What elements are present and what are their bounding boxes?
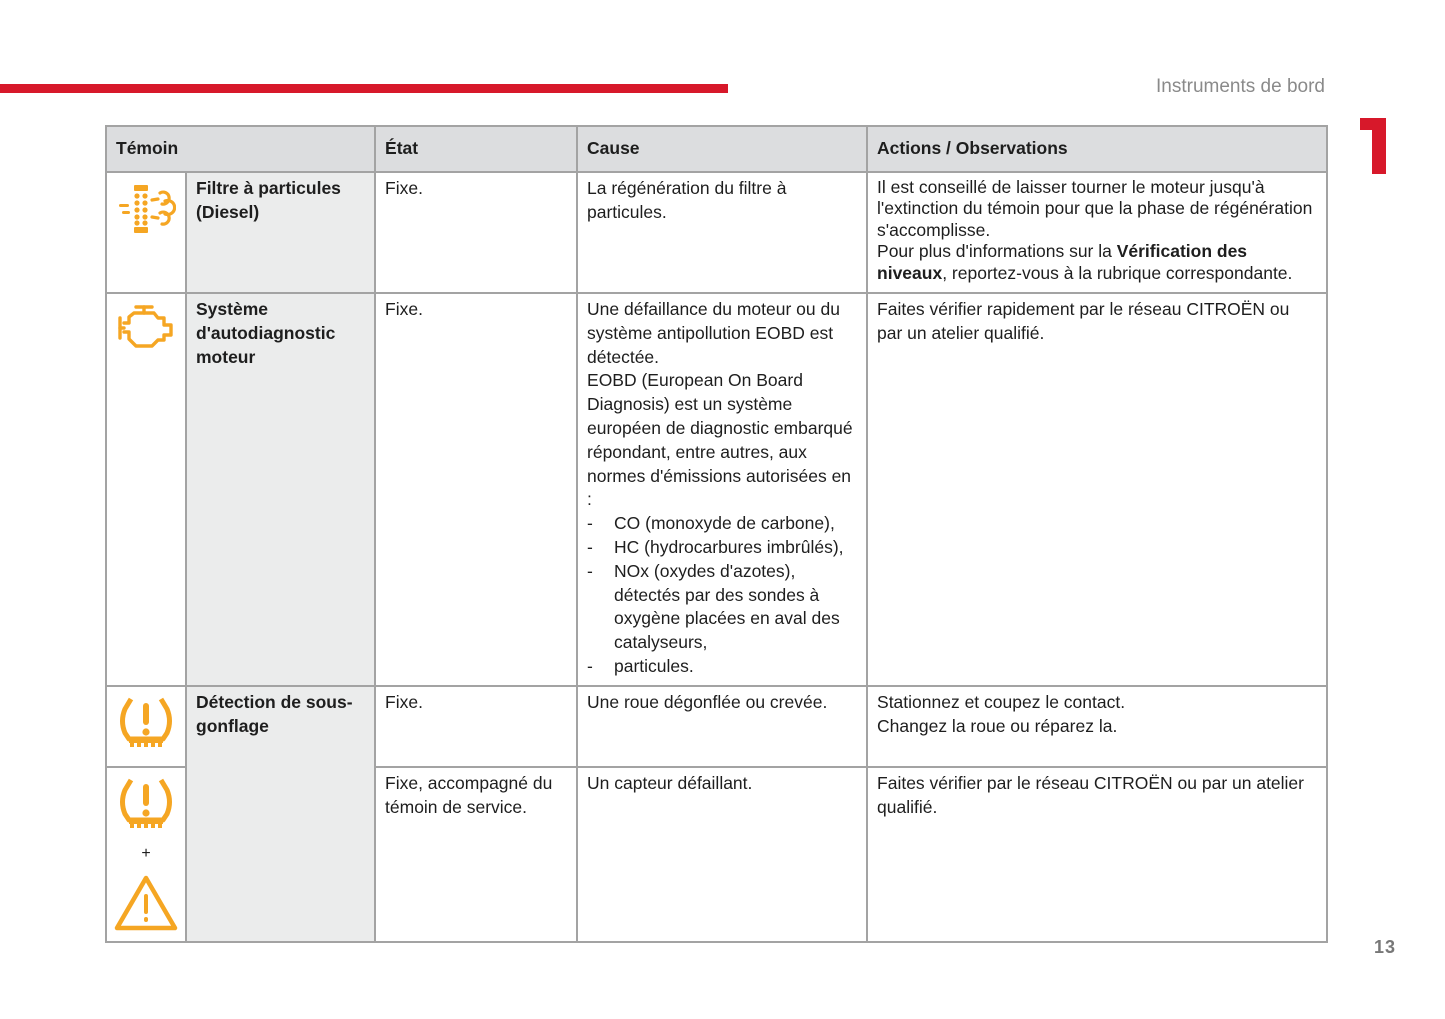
header-actions: Actions / Observations xyxy=(867,126,1327,172)
reference-link-text: Vérification des niveaux xyxy=(877,241,1248,283)
warning-name: Système d'autodiagnostic moteur xyxy=(186,293,375,686)
actions-cell: Faites vérifier rapidement par le réseau CITROËN ou par un atelier qualifié. xyxy=(867,293,1327,686)
cause-cell: Une roue dégonflée ou crevée. xyxy=(577,686,867,767)
etat-cell: Fixe. xyxy=(375,293,577,686)
icon-cell xyxy=(106,293,186,686)
table-row xyxy=(106,686,1327,767)
chapter-number xyxy=(1360,118,1386,174)
plus-sign: + xyxy=(141,844,151,862)
actions-text: Changez la roue ou réparez la. xyxy=(877,715,1118,736)
warning-name: Détection de sous-gonflage xyxy=(186,686,375,942)
header-cause: Cause xyxy=(577,126,867,172)
cause-cell xyxy=(577,293,867,686)
emissions-list xyxy=(587,512,857,679)
list-item: - particules. xyxy=(587,655,857,679)
header-temoin: Témoin xyxy=(106,126,375,172)
etat-cell: Fixe, accompagné du témoin de service. xyxy=(375,767,577,942)
cause-cell: La régénération du filtre à particules. xyxy=(577,172,867,293)
header-red-bar xyxy=(0,84,728,93)
actions-cell xyxy=(867,686,1327,767)
etat-cell: Fixe. xyxy=(375,686,577,767)
actions-text: Il est conseillé de laisser tourner le moteur jusqu'à l'extinction du témoin pour que la phase de régénération s'accomplisse. xyxy=(877,177,1313,240)
etat-cell: Fixe. xyxy=(375,172,577,293)
actions-reference: Pour plus d'informations sur la Vérification des niveaux, reportez-vous à la rubrique correspondante. xyxy=(877,241,1293,283)
actions-cell: Faites vérifier par le réseau CITROËN ou par un atelier qualifié. xyxy=(867,767,1327,942)
particulate-filter-icon xyxy=(116,183,176,235)
list-item: - CO (monoxyde de carbone), xyxy=(587,512,857,536)
table-row xyxy=(106,293,1327,686)
warning-name: Filtre à particules (Diesel) xyxy=(186,172,375,293)
icon-cell xyxy=(106,172,186,293)
warning-triangle-icon xyxy=(113,874,179,932)
table-row xyxy=(106,172,1327,293)
page-number: 13 xyxy=(1374,937,1397,957)
icon-cell xyxy=(106,686,186,767)
icon-cell xyxy=(106,767,186,942)
cause-cell: Un capteur défaillant. xyxy=(577,767,867,942)
cause-text: Une défaillance du moteur ou du système antipollution EOBD est détectée. xyxy=(587,299,840,367)
tyre-pressure-icon xyxy=(117,776,175,832)
section-title: Instruments de bord xyxy=(1156,76,1325,97)
warning-lights-table xyxy=(105,125,1328,943)
cause-text: EOBD (European On Board Diagnosis) est un système européen de diagnostic embarqué répondant, entre autres, aux normes d'émissions autorisées en : xyxy=(587,370,853,510)
table-header-row xyxy=(106,126,1327,172)
header-etat: État xyxy=(375,126,577,172)
engine-check-icon xyxy=(116,304,176,350)
list-item: - NOx (oxydes d'azotes), détectés par des sondes à oxygène placées en aval des catalyseurs, xyxy=(587,560,857,655)
list-item: - HC (hydrocarbures imbrûlés), xyxy=(587,536,857,560)
tyre-pressure-icon xyxy=(117,695,175,751)
actions-cell xyxy=(867,172,1327,293)
actions-text: Stationnez et coupez le contact. xyxy=(877,691,1126,712)
